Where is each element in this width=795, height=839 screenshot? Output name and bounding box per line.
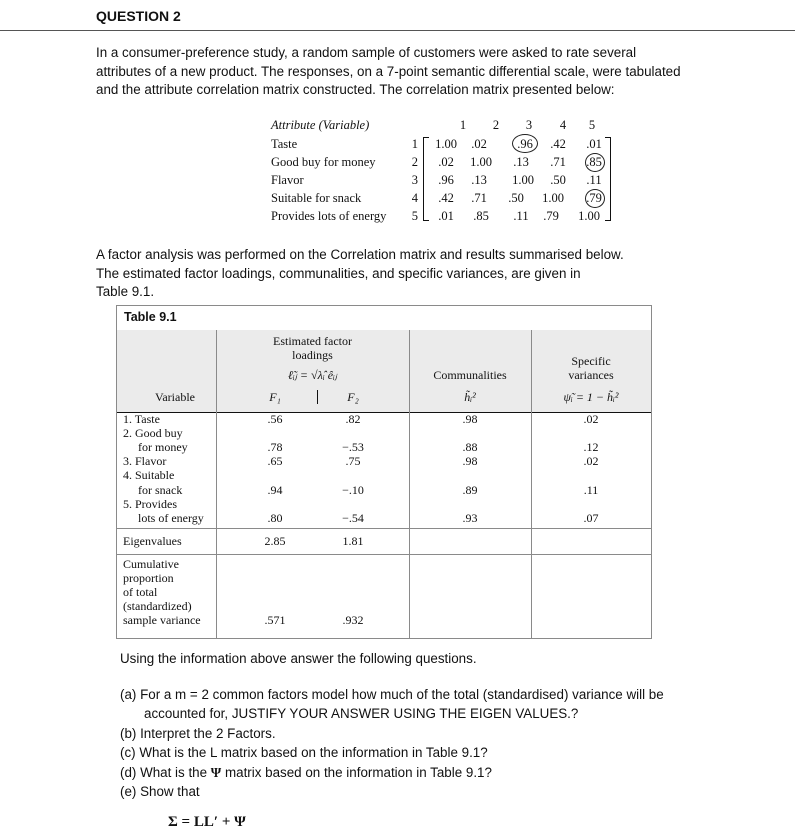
row-label: Taste: [271, 137, 298, 151]
f2-loading: −.53: [342, 440, 364, 454]
col-number: 1: [459, 118, 467, 132]
matrix-cell: .42: [438, 191, 454, 205]
specific-header: Specific: [571, 354, 611, 368]
matrix-cell: .71: [471, 191, 487, 205]
divider: [0, 30, 795, 31]
matrix-cell: .79: [586, 191, 602, 205]
cumulative-label: (standardized): [123, 599, 192, 613]
matrix-cell: .13: [513, 155, 529, 169]
communalities-symbol: h̃ᵢ²: [464, 390, 476, 404]
matrix-header-label: Attribute (Variable): [271, 118, 370, 132]
matrix-cell: .85: [473, 209, 489, 223]
f1-loading: .94: [267, 483, 283, 497]
f2-loading: −.10: [342, 483, 364, 497]
matrix-cell: .01: [586, 137, 602, 151]
specific-formula: ψ̃ᵢ = 1 − h̃ᵢ²: [563, 390, 619, 404]
variable-name-cont: for snack: [138, 483, 183, 497]
specific-variance: .12: [583, 440, 599, 454]
summary-paragraph: [96, 246, 716, 302]
variable-name: 3. Flavor: [123, 454, 167, 468]
specific-variance: .07: [583, 511, 599, 525]
matrix-cell: .79: [543, 209, 559, 223]
variable-name: 1. Taste: [123, 412, 160, 426]
intro-line: attributes of a new product. The responses, on a 7-point semantic differential scale, were tabulated: [96, 63, 681, 79]
communalities-header: Communalities: [433, 368, 507, 382]
instructions: Using the information above answer the following questions.: [120, 651, 477, 666]
table-caption-text: Table 9.1: [124, 310, 177, 324]
matrix-cell: 1.00: [512, 173, 534, 187]
question-title: QUESTION 2: [96, 8, 181, 24]
matrix-cell: .85: [586, 155, 602, 169]
matrix-cell: .02: [438, 155, 454, 169]
communality: .98: [462, 454, 478, 468]
specific-header: variances: [568, 368, 614, 382]
communality: .89: [462, 483, 478, 497]
matrix-cell: .11: [586, 173, 602, 187]
summary-line: Table 9.1.: [96, 284, 155, 299]
row-divider: [117, 528, 651, 529]
row-number: 2: [411, 155, 418, 169]
variable-name: 4. Suitable: [123, 468, 175, 482]
matrix-cell: .13: [471, 173, 487, 187]
eigenvalues-label: Eigenvalues: [123, 534, 182, 548]
communality: .93: [462, 511, 478, 525]
loadings-title: Estimated factor: [273, 334, 352, 348]
intro-line: In a consumer-preference study, a random sample of customers were asked to rate several: [96, 45, 637, 60]
f2-loading: .75: [345, 454, 361, 468]
cumulative-f2: .932: [342, 613, 364, 627]
f2-loading: −.54: [342, 511, 364, 525]
variable-header: Variable: [155, 390, 195, 404]
f1-loading: .78: [267, 440, 283, 454]
intro-paragraph: [96, 44, 716, 100]
specific-variance: .11: [583, 483, 599, 497]
f1-loading: .56: [267, 412, 283, 426]
matrix-cell: .96: [517, 137, 533, 151]
matrix-cell: .71: [550, 155, 566, 169]
variable-name: 2. Good buy: [123, 426, 183, 440]
row-label: Provides lots of energy: [271, 209, 387, 223]
col-number: 2: [492, 118, 500, 132]
table-caption: [117, 306, 651, 331]
f1-loading: .80: [267, 511, 283, 525]
col-number: 4: [559, 118, 567, 132]
communality: .88: [462, 440, 478, 454]
matrix-cell: 1.00: [470, 155, 492, 169]
cumulative-label: of total: [123, 585, 158, 599]
loadings-title: loadings: [292, 348, 333, 362]
summary-line: A factor analysis was performed on the Correlation matrix and results summarised below.: [96, 247, 624, 262]
matrix-cell: .01: [438, 209, 454, 223]
matrix-cell: 1.00: [435, 137, 457, 151]
matrix-cell: .11: [513, 209, 529, 223]
row-number: 1: [411, 137, 418, 151]
matrix-cell: .96: [438, 173, 454, 187]
question-c: (c) What is the L matrix based on the information in Table 9.1?: [120, 745, 488, 760]
question-a: (a) For a m = 2 common factors model how much of the total (standardised) variance will be: [120, 687, 664, 702]
header-divider: [317, 390, 318, 404]
cumulative-label: proportion: [123, 571, 174, 585]
table-9-1: [116, 305, 652, 639]
cumulative-label: Cumulative: [123, 557, 179, 571]
eigenvalue-f1: 2.85: [264, 534, 286, 548]
psi-symbol: Ψ: [210, 765, 222, 780]
f2-loading: .82: [345, 412, 361, 426]
row-number: 4: [411, 191, 418, 205]
communality: .98: [462, 412, 478, 426]
intro-line: and the attribute correlation matrix constructed. The correlation matrix presented below:: [96, 82, 615, 97]
row-number: 3: [411, 173, 418, 187]
specific-variance: .02: [583, 454, 599, 468]
question-e: (e) Show that: [120, 784, 200, 799]
f1-header: F₁: [269, 390, 281, 404]
matrix-cell: .42: [550, 137, 566, 151]
question-d: [120, 765, 492, 781]
correlation-matrix: [266, 116, 626, 228]
question-d-post: matrix based on the information in Table 9.1?: [221, 765, 492, 780]
specific-variance: .02: [583, 412, 599, 426]
question-d-pre: (d) What is the: [120, 765, 211, 780]
eigenvalue-f2: 1.81: [342, 534, 364, 548]
matrix-cell: .50: [508, 191, 524, 205]
col-number: 5: [588, 118, 596, 132]
summary-line: The estimated factor loadings, communalities, and specific variances, are given in: [96, 265, 581, 281]
matrix-cell: 1.00: [578, 209, 600, 223]
matrix-cell: .50: [550, 173, 566, 187]
matrix-cell: 1.00: [542, 191, 564, 205]
variable-name-cont: for money: [138, 440, 188, 454]
row-divider: [117, 554, 651, 555]
question-b: (b) Interpret the 2 Factors.: [120, 726, 276, 741]
matrix-cell: .02: [471, 137, 487, 151]
f1-loading: .65: [267, 454, 283, 468]
variable-name-cont: lots of energy: [138, 511, 204, 525]
row-label: Suitable for snack: [271, 191, 362, 205]
covariance-formula: Σ = LL′ + Ψ: [168, 814, 246, 830]
variable-name: 5. Provides: [123, 497, 177, 511]
question-a-cont: accounted for, JUSTIFY YOUR ANSWER USING THE EIGEN VALUES.?: [144, 706, 579, 721]
col-number: 3: [525, 118, 533, 132]
f2-header: F₂: [347, 390, 359, 404]
row-label: Flavor: [271, 173, 304, 187]
loadings-formula: ℓ̃ᵢⱼ = √λ̂ᵢ êᵢⱼ: [287, 368, 338, 382]
row-label: Good buy for money: [271, 155, 376, 169]
cumulative-label: sample variance: [123, 613, 201, 627]
row-number: 5: [411, 209, 418, 223]
cumulative-f1: .571: [264, 613, 286, 627]
